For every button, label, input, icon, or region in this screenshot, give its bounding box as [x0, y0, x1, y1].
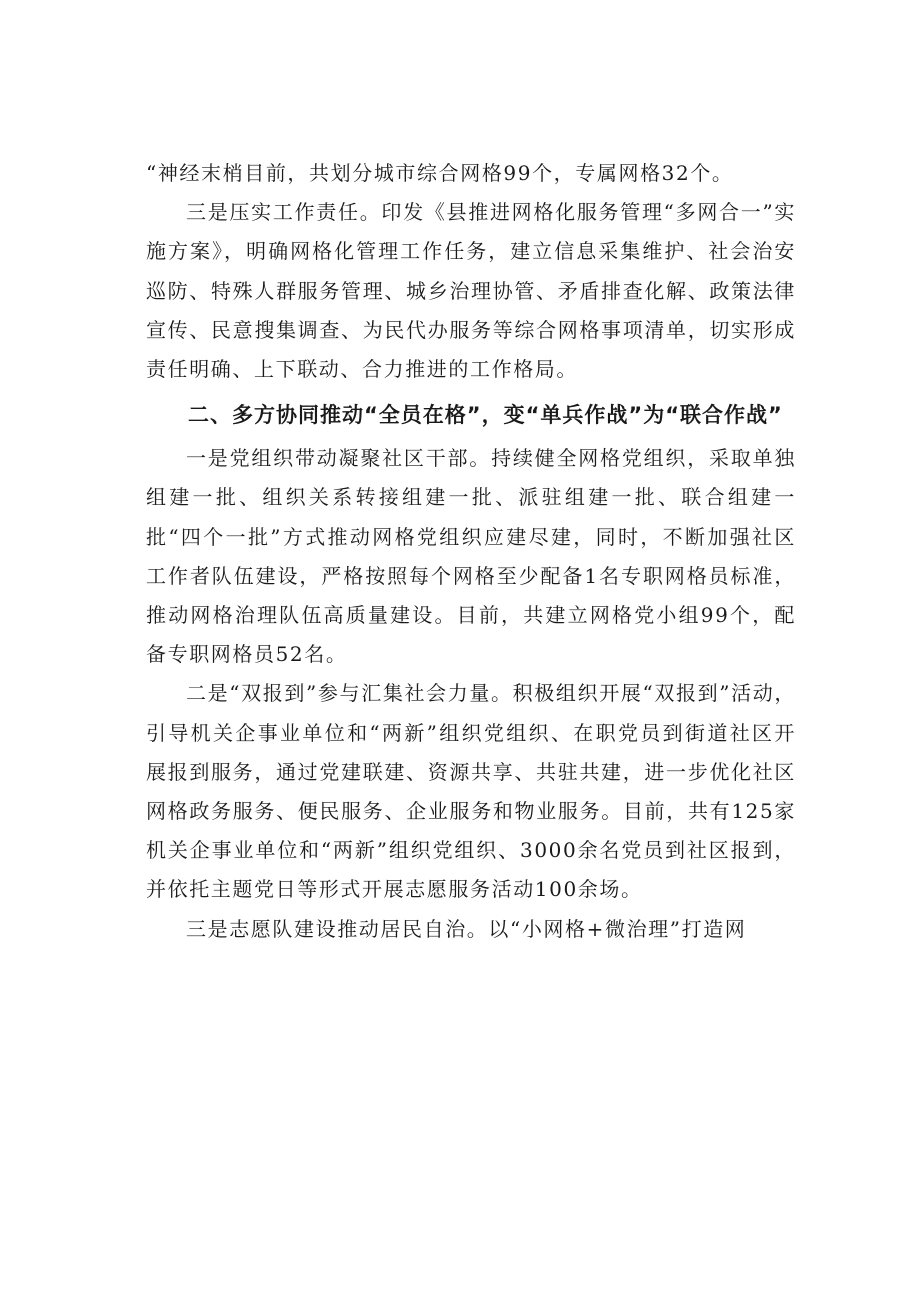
paragraph-dual-registration: 二是“双报到”参与汇集社会力量。积极组织开展“双报到”活动，引导机关企事业单位和“两新”组织党组织、在职党员到街道社区开展报到服务，通过党建联建、资源共享、共驻共建，进一步优化社区网格政务服务、便民服务、企业服务和物业服务。目前，共有125家机关企事业单位和“两新”组织党组织、3000余名党员到社区报到，并依托主题党日等形式开展志愿服务活动100余场。 — [146, 681, 796, 902]
paragraph-volunteer-team: 三是志愿队建设推动居民自治。以“小网格+微治理”打造网 — [186, 916, 747, 941]
document-page — [146, 154, 796, 949]
paragraph-continuation: “神经末梢目前，共划分城市综合网格99个，专属网格32个。 — [146, 161, 734, 185]
section-heading: 二、多方协同推动“全员在格”，变“单兵作战”为“联合作战” — [188, 403, 783, 428]
paragraph-party-organization: 一是党组织带动凝聚社区干部。持续健全网格党组织，采取单独组建一批、组织关系转接组建一批、派驻组建一批、联合组建一批“四个一批”方式推动网格党组织应建尽建，同时，不断加强社区工作者队伍建设，严格按照每个网格至少配备1名专职网格员标准，推动网格治理队伍高质量建设。目前，共建立网格党小组99个，配备专职网格员52名。 — [146, 446, 796, 667]
paragraph-responsibility: 三是压实工作责任。印发《县推进网格化服务管理“多网合一”实施方案》，明确网格化管理工作任务，建立信息采集维护、社会治安巡防、特殊人群服务管理、城乡治理协管、矛盾排查化解、政策法律宣传、民意搜集调查、为民代办服务等综合网格事项清单，切实形成责任明确、上下联动、合力推进的工作格局。 — [146, 200, 796, 382]
